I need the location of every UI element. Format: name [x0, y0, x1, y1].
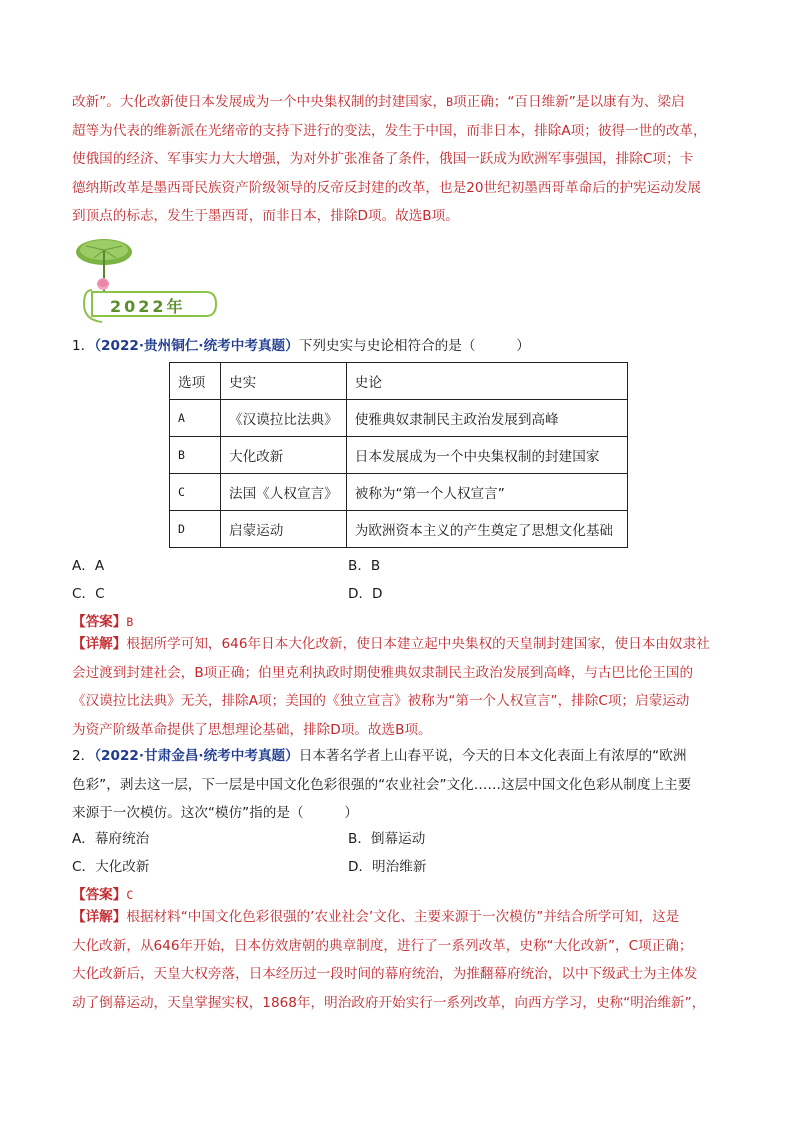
- question-1-option-c[interactable]: C．C: [72, 586, 105, 602]
- question-2-stem: 2．（2022·甘肃金昌·统考中考真题）日本著名学者上山春平说，今天的日本文化表面上有浓厚的“欧洲 色彩”，剥去这一层，下一层是中国文化色彩很强的“农业社会”文化……这层中国文化色彩从制度上主要 来源于一次模仿。这次“模仿”指的是（ ）: [72, 748, 692, 821]
- table-row: C 法国《人权宣言》 被称为“第一个人权宣言”: [170, 474, 628, 511]
- question-1-option-a[interactable]: A．A: [72, 558, 105, 574]
- intro-line-4: 德纳斯改革是墨西哥民族资产阶级领导的反帝反封建的改革，也是20世纪初墨西哥革命后的护宪运动发展: [72, 179, 702, 196]
- table-header-row: 选项 史实 史论: [170, 363, 628, 400]
- question-1-table: [169, 362, 628, 548]
- question-1-detail: 【详解】根据所学可知，646年日本大化改新，使日本建立起中央集权的天皇制封建国家，使日本由奴隶社 会过渡到封建社会，B项正确；伯里克利执政时期使雅典奴隶制民主政治发展到高峰，与古巴比伦王国的 《汉谟拉比法典》无关，排除A项；美国的《独立宣言》被称为“第一个人权宣言”，排除C项；启蒙运动 为资产阶级革命提供了思想理论基础，排除D项。故选B项。: [72, 636, 710, 738]
- question-1-stem: 1．（2022·贵州铜仁·统考中考真题）下列史实与史论相符合的是（ ）: [72, 338, 530, 354]
- question-2-option-a[interactable]: A．幕府统治: [72, 831, 150, 847]
- question-2-option-d[interactable]: D．明治维新: [348, 859, 427, 875]
- year-badge-label: 2022年: [110, 297, 186, 316]
- table-row: A 《汉谟拉比法典》 使雅典奴隶制民主政治发展到高峰: [170, 400, 628, 437]
- intro-paragraph: [72, 88, 722, 231]
- intro-line-2: 超等为代表的维新派在光绪帝的支持下进行的变法，发生于中国，而非日本，排除A项；彼得一世的改革，: [72, 122, 707, 139]
- intro-line-1: 改新”。大化改新使日本发展成为一个中央集权制的封建国家，B项正确；“百日维新”是以康有为、梁启: [72, 94, 685, 110]
- question-2-detail: 【详解】根据材料“中国文化色彩很强的’农业社会’文化、主要来源于一次模仿”并结合所学可知，这是 大化改新，从646年开始，日本仿效唐朝的典章制度，进行了一系列改革，史称“大化改新”，C项正确； 大化改新后，天皇大权旁落，日本经历过一段时间的幕府统治，为推翻幕府统治，以中下级武士为主体发 动了倒幕运动，天皇掌握实权，1868年，明治政府开始实行一系列改革，向西方学习，史称“明治维新”，: [72, 909, 706, 1011]
- question-2-source: （2022·甘肃金昌·统考中考真题）: [94, 748, 299, 764]
- question-2-answer: 【答案】C: [72, 887, 134, 903]
- table-row: B 大化改新 日本发展成为一个中央集权制的封建国家: [170, 437, 628, 474]
- year-badge: [74, 234, 224, 330]
- question-1-option-d[interactable]: D．D: [348, 586, 383, 602]
- question-2-option-b[interactable]: B．倒幕运动: [348, 831, 426, 847]
- question-1-answer: 【答案】B: [72, 614, 134, 630]
- question-1-source: （2022·贵州铜仁·统考中考真题）: [94, 338, 299, 354]
- question-2-option-c[interactable]: C．大化改新: [72, 859, 150, 875]
- question-1-option-b[interactable]: B．B: [348, 558, 381, 574]
- table-row: D 启蒙运动 为欧洲资本主义的产生奠定了思想文化基础: [170, 511, 628, 548]
- intro-line-5: 到顶点的标志，发生于墨西哥，而非日本，排除D项。故选B项。: [72, 208, 459, 224]
- intro-line-3: 使俄国的经济、军事实力大大增强，为对外扩张准备了条件，俄国一跃成为欧洲军事强国，排除C项；卡: [72, 151, 694, 167]
